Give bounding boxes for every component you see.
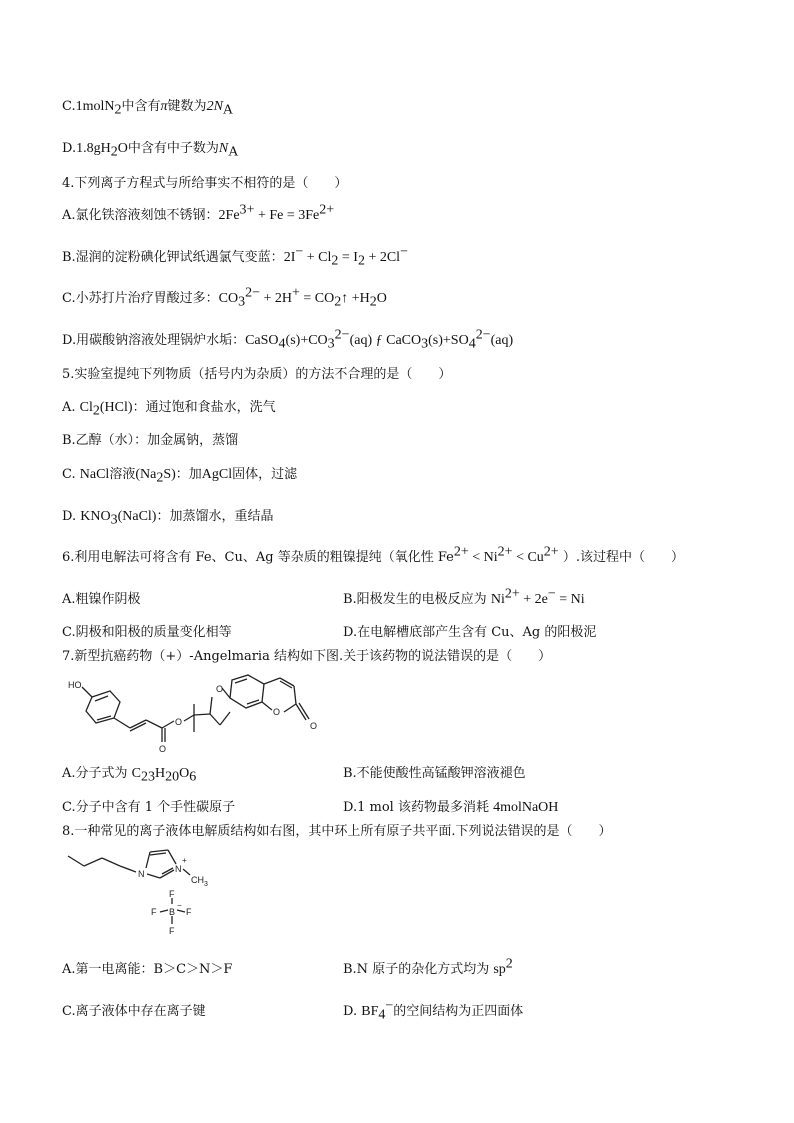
label-plus: +	[182, 856, 187, 865]
label-ch3-sub: 3	[204, 881, 208, 888]
label-n2: N	[175, 864, 182, 874]
label-o-ester: O	[175, 717, 183, 727]
q8-stem: 8.一种常见的离子液体电解质结构如右图，其中环上所有原子共平面.下列说法错误的是（ ）	[62, 824, 612, 839]
q4-option-a: A.氯化铁溶液刻蚀不锈钢：$2Fe^{3+} + Fe = 3Fe^{2+}$	[62, 202, 335, 223]
label-f-left: F	[151, 907, 157, 917]
q5-option-d: D. $KNO_3(NaCl)$：加蒸馏水，重结晶	[62, 509, 274, 528]
q4-option-c: C.小苏打片治疗胃酸过多：$CO_3^{2-} + 2H^+$ = $CO_2↑ +H_2O$	[62, 285, 387, 310]
label-f-right: F	[186, 907, 192, 917]
q7-option-d: D.1 mol 该药物最多消耗 4molNaOH	[343, 800, 559, 815]
q5-stem: 5.实验室提纯下列物质（括号内为杂质）的方法不合理的是（ ）	[62, 367, 452, 382]
q8-option-c: C.离子液体中存在离子键	[62, 1004, 206, 1019]
label-o-pyranone: O	[310, 721, 318, 731]
q5-option-a: A. $Cl_2(HCl)$：通过饱和食盐水，洗气	[62, 400, 276, 419]
q8-option-a: A.第一电离能：B＞C＞N＞F	[62, 962, 233, 977]
q3-option-c: C.1molN$_2$中含有π键数为$2N_A$	[62, 99, 234, 118]
q7-option-a: A.分子式为 $C_{23}H_{20}O_6$	[62, 766, 197, 785]
q4-option-b: B.湿润的淀粉碘化钾试纸遇氯气变蓝：$2I^- + Cl_2 = I_2 + 2Cl^-$	[62, 244, 408, 269]
q6-option-a: A.粗镍作阴极	[62, 592, 141, 607]
q6-stem: 6.利用电解法可将含有 Fe、Cu、Ag 等杂质的粗镍提纯（氧化性 $Fe^{2+} < Ni^{2+} < Cu^{2+}$ ）.该过程中（ ）	[62, 544, 684, 565]
q7-stem: 7.新型抗癌药物（+）-Angelmaria 结构如下图.关于该药物的说法错误的是（ ）	[62, 649, 552, 664]
q4-option-d: D.用碳酸钠溶液处理锅炉水垢：$CaSO_4(s)+CO_3^{2-}(aq)$ ƒ $CaCO_3(s)+SO_4^{2-}(aq)$	[62, 327, 514, 352]
q3-option-d: $D.1.8gH_2O$中含有中子数为$N_A$	[62, 141, 239, 160]
label-n1: N	[138, 869, 145, 879]
q6-option-d: D.在电解槽底部产生含有 Cu、Ag 的阳极泥	[343, 625, 597, 640]
q4-stem: 4.下列离子方程式与所给事实不相符的是（ ）	[62, 176, 348, 191]
q7-option-c: C.分子中含有 1 个手性碳原子	[62, 800, 236, 815]
label-f-bottom: F	[169, 926, 175, 936]
label-b-minus: −	[177, 901, 182, 910]
q8-option-d: D. $BF_4^-$的空间结构为正四面体	[343, 998, 524, 1023]
q8-option-b: B.N 原子的杂化方式均为 $sp^2$	[343, 956, 513, 977]
label-ho: HO	[68, 680, 82, 690]
label-o-ring: O	[273, 707, 281, 717]
label-o-furan: O	[216, 684, 224, 694]
ionic-liquid-structure-diagram	[62, 842, 232, 940]
label-f-top: F	[169, 889, 175, 899]
q6-option-b: B.阳极发生的电极反应为 $Ni^{2+} + 2e^- = Ni$	[343, 586, 585, 607]
label-b: B	[169, 907, 176, 917]
q6-option-c: C.阴极和阳极的质量变化相等	[62, 625, 232, 640]
q7-option-b: B.不能使酸性高锰酸钾溶液褪色	[343, 766, 526, 781]
angelmaria-structure-diagram	[62, 670, 324, 760]
label-ch3: CH	[191, 875, 204, 885]
q5-option-c: C. NaCl溶液$(Na_2S)$：加AgCl固体，过滤	[62, 467, 298, 486]
q5-option-b: B.乙醇（水）：加金属钠，蒸馏	[62, 433, 239, 448]
label-o-carbonyl: O	[159, 744, 167, 754]
